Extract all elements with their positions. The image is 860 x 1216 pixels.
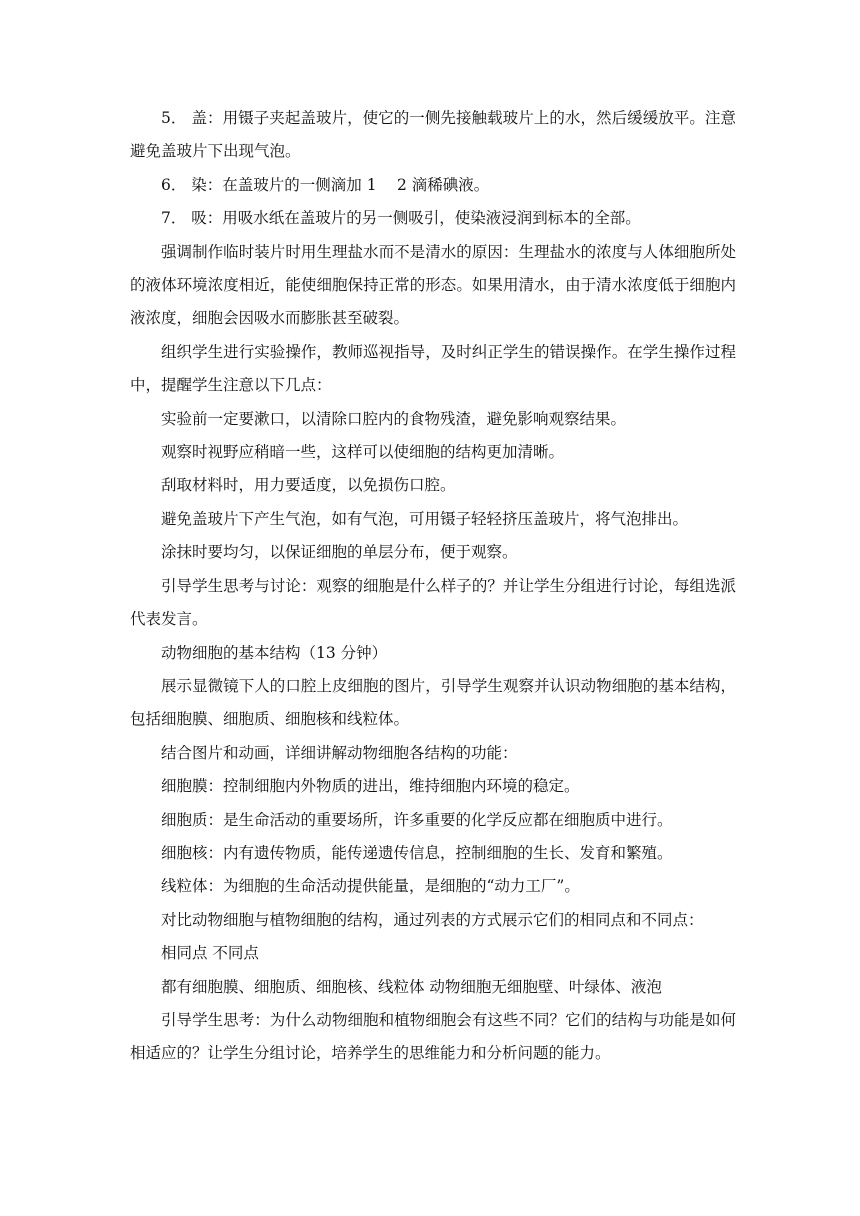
note-spread-evenly: 涂抹时要均匀，以保证细胞的单层分布，便于观察。 [161, 543, 518, 562]
step-6-stain: 6． 染：在盖玻片的一侧滴加 1 2 滴稀碘液。 [161, 175, 490, 194]
comparison-header-row: 相同点 不同点 [161, 944, 259, 963]
cytoplasm-function: 细胞质：是生命活动的重要场所，许多重要的化学反应都在细胞质中进行。 [161, 810, 673, 829]
section-heading-animal-cell-structure: 动物细胞的基本结构（13 分钟） [161, 643, 388, 662]
comparison-data-row: 都有细胞膜、细胞质、细胞核、线粒体 动物细胞无细胞壁、叶绿体、液泡 [161, 977, 662, 996]
note-avoid-bubbles: 避免盖玻片下产生气泡，如有气泡，可用镊子轻轻挤压盖玻片，将气泡排出。 [161, 509, 689, 528]
note-dim-field: 观察时视野应稍暗一些，这样可以使细胞的结构更加清晰。 [161, 443, 565, 462]
saline-explanation: 强调制作临时装片时用生理盐水而不是清水的原因：生理盐水的浓度与人体细胞所处的液体环境浓度相近，能使细胞保持正常的形态。如果用清水，由于清水浓度低于细胞内液浓度，细胞会因吸水而膨胀甚至破裂。 [130, 242, 736, 328]
discussion-prompt: 引导学生思考与讨论：观察的细胞是什么样子的？并让学生分组进行讨论，每组选派代表发言。 [130, 576, 736, 629]
step-7-absorb: 7． 吸：用吸水纸在盖玻片的另一侧吸引，使染液浸润到标本的全部。 [161, 209, 641, 228]
note-scrape-gently: 刮取材料时，用力要适度，以免损伤口腔。 [161, 476, 456, 495]
experiment-organization: 组织学生进行实验操作，教师巡视指导，及时纠正学生的错误操作。在学生操作过程中，提醒学生注意以下几点： [130, 342, 736, 395]
final-discussion-prompt: 引导学生思考：为什么动物细胞和植物细胞会有这些不同？它们的结构与功能是如何相适应的？让学生分组讨论，培养学生的思维能力和分析问题的能力。 [130, 1010, 736, 1063]
micrograph-introduction: 展示显微镜下人的口腔上皮细胞的图片，引导学生观察并认识动物细胞的基本结构，包括细胞膜、细胞质、细胞核和线粒体。 [130, 676, 736, 729]
note-rinse-mouth: 实验前一定要漱口，以清除口腔内的食物残渣，避免影响观察结果。 [161, 409, 627, 428]
nucleus-function: 细胞核：内有遗传物质，能传递遗传信息，控制细胞的生长、发育和繁殖。 [161, 843, 673, 862]
structure-functions-intro: 结合图片和动画，详细讲解动物细胞各结构的功能： [161, 743, 518, 762]
comparison-intro: 对比动物细胞与植物细胞的结构，通过列表的方式展示它们的相同点和不同点： [161, 910, 704, 929]
document-body [130, 102, 736, 1071]
mitochondria-function: 线粒体：为细胞的生命活动提供能量，是细胞的“动力工厂”。 [161, 877, 580, 896]
cell-membrane-function: 细胞膜：控制细胞内外物质的进出，维持细胞内环境的稳定。 [161, 777, 580, 796]
step-5-cover-slip: 5． 盖：用镊子夹起盖玻片，使它的一侧先接触载玻片上的水，然后缓缓放平。注意避免盖玻片下出现气泡。 [130, 109, 736, 161]
